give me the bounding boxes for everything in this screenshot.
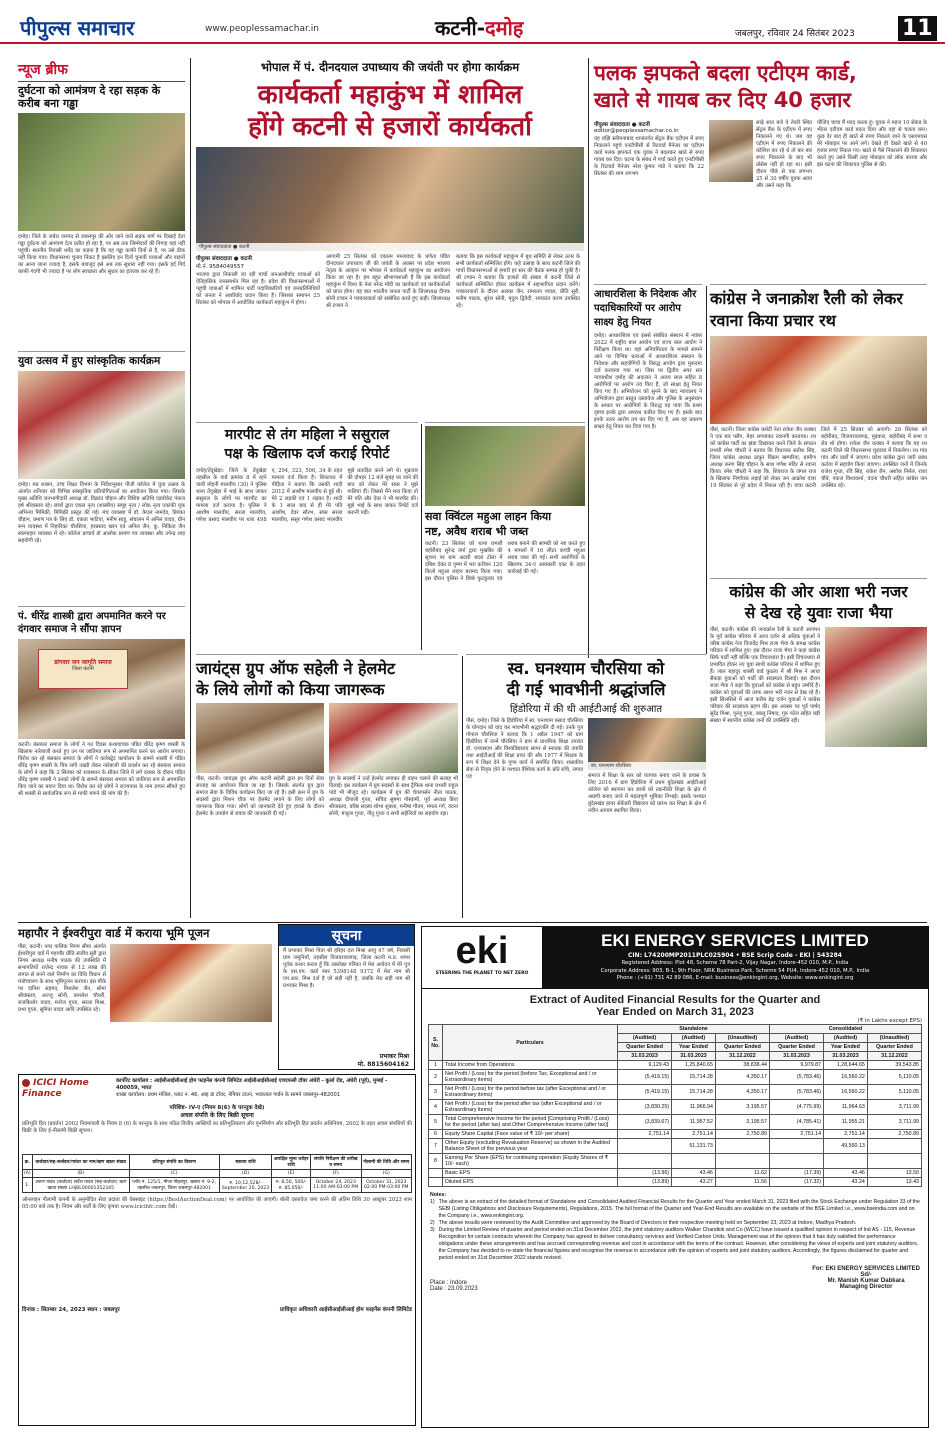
auction-cell: रु. 8,50, 500/- रु. 85,050/- — [272, 1178, 311, 1193]
eki-row-value: 3,711.99 — [867, 1115, 921, 1130]
eki-results-table — [428, 1024, 922, 1187]
assault-text: दमोह/तेंदूखेड़ा। जिले के तेंदूखेड़ा तहसील के वार्ड क्रमांक 8 में रहने वाली मोहनी मालवीय (30) ने पुलिस थाना तेंदूखेड़ा में भाई के साथ जाकर ससुराल के लोगों पर मारपीट का मामला दर्ज कराया है। पुलिस ने आशीष मालवीय, सरला मालवीय, गणेश प्रसाद मालवीय पर धारा 498 ए, 294, 323, 506, 34 के तहत मामला दर्ज किया है। शिकायत में पीड़िता ने बताया कि उसकी शादी 2012 में आशीष मालवीय से हुई थी। मेरे 2 लड़की एवं 1 लड़का है। शादी के 1 साल बाद से ही मेरे पति आशीष, देवर सौरभ, सास सरला मालवीय, ससुर गणेश प्रसाद मालवीय मुझे प्रताड़ित करने लगे थे। शुक्रवार की दोपहर 12 बजे सुबह घर जाने की बात को लेकर मेरे सास ने मुझे गालियां दीं। जिससे मैंने मना किया तो मेरे पति और देवर ने भी मारपीट की। मुझे भाई के साथ जाकर रिपोर्ट दर्ज करानी पड़ी। — [196, 468, 420, 523]
eki-row-value: (4,785.41) — [769, 1115, 823, 1130]
section-katni: कटनी- — [435, 16, 486, 40]
auction-cell: October 24, 2023 11:00 AM-03:00 PM — [310, 1178, 361, 1193]
helmet-headline-2: के लिये लोगों को किया जागरूक — [196, 680, 385, 699]
section-title — [435, 14, 523, 41]
icici-office: कार्पोरेट कार्यालय : आईसीआईसीआई होम फाइनेंस कंपनी लिमिटेड आईसीआईसीआई एचएफसी टॉवर अंधेरी - कुर्ला रोड, अंधेरी (पूर्व), मुम्बई - 400059, भारत — [116, 1078, 388, 1091]
eki-row-value: 15,714.28 — [672, 1085, 716, 1100]
eki-row-value: (17.32) — [769, 1178, 823, 1187]
auction-cell: October 31, 2023 02:00 PM-03:00 PM — [361, 1178, 411, 1193]
eki-results-body — [429, 1061, 922, 1187]
eki-row-value — [672, 1154, 716, 1169]
eki-status: (Audited) — [824, 1034, 868, 1043]
table-row — [23, 1178, 412, 1193]
auction-col-header: आरक्षित मूल्य धरोहर राशि — [272, 1155, 311, 1170]
eki-row-value: 5,110.05 — [867, 1085, 921, 1100]
tribute-subhead: हिंडोरिया में की थी आईटीआई की शुरुआत — [509, 704, 663, 715]
notice-name: प्रभाकर मिश्रा — [379, 1053, 409, 1060]
brief-1-text: दमोह। जिले के जबेरा जनपद से जबलपुर की ओर जाने वाले सड़क मार्ग पर दिखाई देता गड्ढा दुर्घटना को आमंत्रण देता प्रतीत हो रहा है, पर अब तक जिम्मेदारों की निगाह यहां नहीं पहुंची। स्थानीय निवासी धर्मेंद्र का कहना है कि यह गड्ढा काफी दिनों से है, पर उसे ठीक नहीं किया गया। विधानसभा चुनाव निकट है इसलिए इन दिनों चुनावी यात्राओं और वाहनों का आना जाना ज्यादा है, इसके बावजूद इसे अब तक सुधारा नहीं गया। इसके इर्द गिर्द काफी गंदगी भी ज्यादा है पर लोग स्वच्छता और सुधार का इंतजार कर रहे हैं। — [18, 234, 187, 275]
tribute-story — [466, 654, 706, 918]
eki-extract-title-2: Year Ended on March 31, 2023 — [596, 1006, 754, 1018]
auction-cell: अरुण यादव (कर्जदार) सर्वेश यादव (सह-कर्जदार) ऋण खाता संख्या LHJBL00001352345 — [32, 1178, 129, 1193]
eki-corporate: Corporate Address: 903, B-1, 9th Floor, NRK Business Park, Scheme 54 PU4, Indore-452 010, M.P., India — [600, 967, 870, 974]
table-row — [429, 1139, 922, 1154]
eki-sno-header: S. No. — [429, 1025, 443, 1061]
eki-row-value: 11,957.52 — [672, 1115, 716, 1130]
eki-row-value: 9,979.87 — [769, 1061, 823, 1070]
eki-row-label: Basic EPS — [443, 1169, 618, 1178]
helmet-story — [196, 654, 458, 918]
atm-headline-2: खाते से गायब कर दिए 40 हजार — [594, 88, 851, 112]
eki-row-label: Total Income from Operations — [443, 1061, 618, 1070]
eki-row-number: 6 — [429, 1130, 443, 1139]
eki-row-value — [769, 1154, 823, 1169]
notice-box — [278, 924, 415, 1070]
eki-row-value — [867, 1154, 921, 1169]
youth-story — [710, 578, 927, 916]
auction-col-letter: (F) — [310, 1170, 361, 1178]
congress-rally-story — [710, 284, 927, 574]
table-row — [429, 1085, 922, 1100]
eki-row-value: 16,560.22 — [824, 1070, 868, 1085]
tribute-text-1: पीसं, दमोह। जिले के हिंडोरिया में स्व. घनश्याम प्रसाद चौरसिया के योगदान को याद कर भावभीनी श्रद्धांजलि दी गई। उनके पुत्र गोपाल चौरसिया ने बताया कि 1 अप्रैल 1947 को ग्राम हिंडोरिया में जन्में चौरसिया ने ग्राम से प्राथमिक शिक्षा उपरांत डॉ. एनएसएम और विश्वविद्यालय सागर से स्नातक की उपाधि तथा आईटीआई की शिक्षा प्राप्त की और 1977 में शिक्षक के रूप में शिक्षा देने के पुण्य कार्य में समर्पित किया। शासकीय सेवा से निवृत्त होने के पश्चात वैश्विक कार्य के प्रति रुचि, लगाव एवं — [466, 718, 585, 780]
masthead — [0, 0, 945, 44]
eki-row-value: 9,129.43 — [618, 1061, 672, 1070]
youth-text: पीसं, कटनी। कांग्रेस की जनाक्रोश रैली के कटनी आगमन के पूर्व कांग्रेस परिवार में आज दर्जन से अधिक युवाओं ने वरिष्ठ कांग्रेस नेता विजयेंद्र मिश्र राजा भैया के समक्ष कांग्रेस परिवार में शामिल हुए। इस दौरान राजा भैया ने कहा कांग्रेस सिर्फ पार्टी नहीं बल्कि एक विचारधारा है। इसी विचारधारा से प्रभावित होकर नए युवा साथी कांग्रेस परिवार में शामिल हुए हैं। लाल बहादुर शास्त्री वार्ड कुठला में श्री मिश्र ने आधा सैकड़ा युवाओं को पार्टी की सदस्यता दिलाई। इस दौरान राजा भैया ने कहा कि युवाओं को कांग्रेस से बहुत उम्मीदें हैं। कांग्रेस को युवाओं की तरफ आशा भरी नजर से देख रहे हैं। इसी सिलसिले में आज करीब डेढ़ दर्जन युवाओं ने कांग्रेस परिवार की सदस्यता ग्रहण की। इस अवसर पर पूर्व पार्षद सुरेंद्र मिश्रा, गुल्लू गुप्ता, बबलू निषाद, गुरु पटेल सहित बड़ी संख्या में स्थानीय कांग्रेस जनों की उपस्थिति रही। — [710, 627, 822, 724]
news-brief-label: न्यूज ब्रीफ — [18, 60, 185, 82]
helmet-text-1: पीसं, कटनी। जायंट्स ग्रुप ऑफ कटनी सहेली द्वारा इन दिनों सेवा सप्ताह का आयोजन किया जा रहा है। जिसके अंतर्गत ग्रुप द्वारा समाज सेवा के विविध कार्यक्रम किए जा रहे हैं। इसी क्रम में ग्रुप के सदस्यों द्वारा मिशन चौक पर हेलमेट लगाने के लिए लोगों को जागरूक किया गया। लोगों को जानकारी देते हुए हादसे के दौरान हेलमेट के उपयोग से बचाव की जानकारी दी गई। — [196, 776, 326, 817]
eki-row-value — [824, 1154, 868, 1169]
eki-row-value: 2,751.14 — [618, 1130, 672, 1139]
eki-row-value: 51,131.73 — [672, 1139, 716, 1154]
eki-row-value: (4,775.99) — [769, 1100, 823, 1115]
eki-row-value: 43.24 — [824, 1178, 868, 1187]
eki-row-number: 7 — [429, 1139, 443, 1154]
section-damoh: दमोह — [485, 16, 524, 40]
atm-col-3: पीजिए चाचा मैं मदद करता हूं। युवक ने महज 10 सेकंड के भीतर एटीएम कार्ड बदल दिया और वहां से चलता बना। कुछ देर बाद ही खाते से रुपए निकाले जाने के एसएमएस मेरे मोबाइल पर आने लगे। देखते ही देखते खाते से 40 हजार रुपए निकल गए। खाते से पैसे निकालने की शिकायत करते हुए उसने किसी तरह मोबाइल को लॉक कराया और इस घटना की शिकायत पुलिस से की। — [817, 120, 929, 168]
eki-row-value: 13.50 — [867, 1169, 921, 1178]
eki-md-title: Managing Director — [839, 1284, 893, 1290]
auction-col-header: कर्जदार/सह-कर्जदार/गारंटर का नाम/ऋण खाता संख्या — [32, 1155, 129, 1170]
eki-row-value: 3,711.99 — [867, 1100, 921, 1115]
auction-col-letter: (C) — [129, 1170, 219, 1178]
eki-row-value: (5,419.15) — [618, 1085, 672, 1100]
youth-headline-2: से देख रहे युवाः राजा भैया — [744, 604, 893, 622]
assault-story — [196, 422, 418, 650]
eki-row-value: 2,750.89 — [715, 1130, 769, 1139]
eki-row-value: (5,783.46) — [769, 1085, 823, 1100]
eki-note-1: The above is an extract of the detailed format of Standalone and Consolidated Audited Financial Results for the Quarter and Year ended March 31, 2023 filed with the Stock Exchange under Regulation 33 of the SEBI (Listing Obligations and Disclosure Requirements), Regulations, 2015. The full format of the Quarter and Year-End Results are available on the website of the BSE Limited i.e., www.bseindia.com and on the Company i.e., www.enkingint.org. — [438, 1199, 920, 1219]
table-row — [429, 1061, 922, 1070]
lead-reporter: पीपुल्स संवाददाता ● कटनी — [196, 256, 252, 262]
eki-tagline: STEERING THE PLANET TO NET ZERO — [435, 971, 529, 976]
atm-col-1: यह रांझि स्लीमनाबाद थानांतर्गत सेंट्रल बैंक एटीएम में रुपए निकालने पहुंचे एनटीपीसी से रिटायर्ड मैनेजर का एटीएम कार्ड पलक झपकते एक युवक ने बदलकर खाते से रुपए गायब कर दिए। घटना के संबंध में पर्चा करते हुए एनटीपीसी के रिटायर्ड मैनेजर नरेश कुमार पांडे ने बताया कि 22 सितंबर की शाम लगभग — [594, 136, 706, 177]
icici-body: प्रतिभूति हित (प्रवर्तन) 2002 नियमावली के नियम 8 (6) के परन्तुक के साथ पठित वित्तीय आस्तियों का प्रतिभूतिकरण और पुनर्निर्माण और प्रतिभूति हित प्रवर्तन अधिनियम, 2002 के तहत अचल संपत्तियों की बिक्री के लिए ई-नीलामी बिक्री सूचना। — [22, 1121, 414, 1134]
eki-row-label: Net Profit / (Loss) for the period after tax (after Exceptional and / or Extraordinary items) — [443, 1100, 618, 1115]
liquor-headline-1: सवा क्विंटल महुआ लाहन किया — [425, 510, 552, 523]
icici-swirl-icon — [22, 1079, 30, 1087]
eki-row-value: (17.39) — [769, 1169, 823, 1178]
eki-period: Quarter Ended — [618, 1043, 672, 1052]
tribute-photo-caption: स्व. घनश्याम चौरसिया — [588, 762, 706, 770]
website[interactable]: www.peoplessamachar.in — [205, 24, 319, 34]
bhoomi-headline: महापौर ने ईश्वरीपुरा वार्ड में कराया भूमि पूजन — [18, 926, 210, 940]
eki-row-value: (13.96) — [618, 1169, 672, 1178]
rally-photo — [710, 336, 927, 424]
poster-banner — [38, 649, 128, 689]
lead-phone: मो.नं. 9584049557 — [196, 264, 245, 270]
bhoomi-text: पीसं, कटनी। नगर पालिक निगम सीमा अंतर्गत ईश्वरीपुरा वार्ड में महापौर प्रीति संजीव सूरी द्वारा निगम अध्यक्ष मनीष पाठक की उपस्थिति में सभापतियों राजेन्द्र नायक से 12 लाख की लागत से बनने वाले निर्माण का विधि विधान से मंत्रोच्चारण के साथ भूमिपूजन कराया। इस मौके पर दानिश अहमद, मिथलेश जैन, सोमा श्रीवास्तव, अज्जू सोनी, कमलेश चौधरी, राजकिशोर यादव, मनोज गुप्ता, सरला मिश्रा, प्रभा गुप्ता, सुमित्रा यादव आदि उपस्थित रहे। — [18, 944, 108, 1013]
atm-headline-1: पलक झपकते बदला एटीएम कार्ड, — [594, 61, 857, 85]
eki-row-value: 2,751.14 — [824, 1130, 868, 1139]
eki-period: Quarter Ended — [867, 1043, 921, 1052]
auction-col-header: बकाया राशि — [219, 1155, 272, 1170]
eki-row-value: 11.62 — [715, 1169, 769, 1178]
column-divider — [588, 58, 589, 658]
auction-cell: रु. 10,12,528/- September 20, 2023 — [219, 1178, 272, 1193]
victim-photo — [709, 120, 753, 182]
eki-for-company: For: EKI ENERGY SERVICES LIMITED — [812, 1266, 920, 1272]
pothole-photo — [18, 113, 185, 231]
eki-row-value: 38,838.44 — [715, 1061, 769, 1070]
eki-row-value: 2,751.14 — [672, 1130, 716, 1139]
auction-cell: 1. — [23, 1178, 33, 1193]
eki-row-number: 3 — [429, 1085, 443, 1100]
lead-story — [196, 60, 584, 418]
tribute-text-2: समाज में शिक्षा के स्तर को व्यापक बनाए जाने के प्रयास के लिए 2016 में ग्राम हिंडोरिया में प्रथम बुंदेलखंड आईटीआई कॉलेज को स्थापना कर छात्रों को तकनीकी शिक्षा के क्षेत्र में अग्रणी बनाए जाने में महत्वपूर्ण भूमिका निभाई। इसके पश्चात बुंदेलखंड हायर सेकेंडरी विद्यालय को प्रारंभ कर शिक्षा के क्षेत्र में नवीन आयाम स्थापित किया। — [588, 773, 708, 814]
eki-row-number: 8 — [429, 1154, 443, 1169]
eki-date: 31.12.2022 — [715, 1052, 769, 1061]
eki-standalone-header: Standalone — [618, 1025, 770, 1034]
eki-note-2: The above results were reviewed by the Audit Committee and approved by the Board of Directors in their respective meeting held on September 23, 2023 at Indore, Madhya Pradesh. — [438, 1220, 857, 1226]
eki-header — [422, 927, 928, 989]
eki-period: Year Ended — [824, 1043, 868, 1052]
eki-financial-results — [421, 926, 929, 1428]
eki-status: (Audited) — [672, 1034, 716, 1043]
eki-row-value — [715, 1139, 769, 1154]
eki-row-number: 2 — [429, 1070, 443, 1085]
aadhar-text: दमोह। आधारशिला एवं इससे संबंधित संस्थान में नवंबर 2022 में राष्ट्रीय बाल आयोग एवं राज्य बाल आयोग ने निरीक्षण किया था। वहां अनियमितता के मामले सामने आने पर विभिन्न धाराओं में आधारशिला संस्थान के निदेशक और सहयोगियों के विरुद्ध आयोग द्वारा मुकदमा दर्ज करवाया गया था। जिस पर द्वितीय अपर सत्र न्यायाधीश दमोह की अदालत ने अजय लाल सहित 8 आरोपियों पर आरोप तय किए हैं, जो साक्ष्य हेतु नियत किए गए हैं। अभियोजन को सुनने के बाद न्यायालय ने अभियोजन द्वारा प्रस्तुत दस्तावेज और पुलिस के अनुसंधान के आधार पर आरोपियों के विरुद्ध यह पाया कि प्रथम दृष्टया इनके द्वारा अपराध कारित किए गए हैं। इसके बाद इनके ऊपर आरोप तय कर दिए गए हैं, अब यह प्रकरण साक्ष्य हेतु नियत कर दिया गया है। — [594, 333, 704, 430]
table-row — [429, 1115, 922, 1130]
eki-extract-title-1: Extract of Audited Financial Results for the Quarter and — [529, 994, 821, 1006]
auction-col-header: नीलामी की तिथि और समय — [361, 1155, 411, 1170]
eki-row-label: Other Equity (excluding Revaluation Reserve) as shown in the Audited Balance Sheet of the previous year — [443, 1139, 618, 1154]
brief-2-text: दमोह। मप्र शासन, उच्च शिक्षा विभाग के निर्देशानुसार पीजी कॉलेज में युवा उत्सव के अंतर्गत शनिवार को विभिन्न सांस्कृतिक प्रतियोगिताओं का आयोजन किया गया। जिसके मुख्य अतिथि जनभागीदारी अध्यक्ष डॉ. विक्रांत चौहान और विशिष्ट अतिथि एडवोकेट पंकज हर्ष श्रीवास्तव रहे। छात्रों द्वारा एकल नृत्य (शास्त्रीय) समूह नृत्य / लोक नृत्य एकांकी मूक अभिनय मिमिक्री, मिमिक्री प्रस्तुत की गई। मंच व्यवस्था में डॉ. केएल नामदेव, प्रियंका चौहान, प्रमाण पत्र के लिए डॉ. एकता भाटिया, मनीष साहू, संचालन में अनिल यादव, ग्रीन रूम व्यवस्था में निहारिका चौरसिया, हरप्रसाद खान एवं अनिल जैन, कु. निकिता जैन स्वल्पाहार व्यवस्था में रहे। कॉलेज प्राचार्य डॉ आलोक प्रमाण पत्र व्यवस्था और उपेन्द्र शाह सहयोगी रहे। — [18, 482, 187, 544]
eki-row-value: 4,350.17 — [715, 1070, 769, 1085]
icici-auction-notice — [18, 1074, 416, 1426]
eki-cin: CIN: L74200MP2011PLC025904 • BSE Scrip Code - EKI | 543284 — [628, 952, 842, 959]
notice-mobile: मो. 8815604162 — [357, 1061, 409, 1068]
eki-date: 31.03.2023 — [824, 1052, 868, 1061]
eki-row-value — [618, 1139, 672, 1154]
aadharshila-story — [594, 284, 702, 654]
table-row — [429, 1169, 922, 1178]
eki-row-value: 4,350.17 — [715, 1085, 769, 1100]
column-divider — [190, 58, 191, 918]
press-conference-photo — [196, 147, 584, 251]
lead-photo-caption: पीपुल्स संवाददाता ● कटनी — [196, 243, 584, 251]
brief-2-title: युवा उत्सव में हुए सांस्कृतिक कार्यक्रम — [18, 351, 185, 368]
table-row — [429, 1070, 922, 1085]
eki-period: Year Ended — [672, 1043, 716, 1052]
auction-col-header: क्र. — [23, 1155, 33, 1170]
eki-row-label: Net Profit / (Loss) for the period before tax (after Exceptional and / or Extraordinary items) — [443, 1085, 618, 1100]
atm-col-2: साढ़े सात बजे वे तेवरी स्थित सेंट्रल बैंक के एटीएम में रुपए निकालने गए थे। जब वह एटीएम में रुपए निकालने की कोशिश कर रहे थे तो बार बार रुपए निकालने के बाद भी प्रोसेस नहीं हो रहा था। इसी दौरान पीछे से एक लगभग 25 से 30 वर्षीय युवक आया और उसने कहा कि — [756, 120, 814, 189]
horizontal-divider — [18, 922, 927, 923]
eki-row-value: 2,751.14 — [769, 1130, 823, 1139]
liquor-text: कटनी। 23 सितंबर को थाना प्रभारी बहोरीबंद सुरेन्द्र वर्मा द्वारा मुखबिर की सूचना पर ग्राम अटारी बदरा टोला में दबिश देकर 8 गुम्मा में भरा करीबन 120 किलो महुआ लाहन बरामद किया गया। इस दौरान पुलिस ने डिब्बे फुटकुवार एवं शराब बनाने की सामग्री को नष्ट करते हुए 4 मामलों में 16 लीटर कच्ची महुआ शराब जब्त की गई। सभी आरोपियों के खिलाफ 34-ए आबकारी एक्ट के तहत कार्रवाई की गई। — [425, 541, 587, 582]
eki-row-number — [429, 1169, 443, 1178]
brief-1-title: दुर्घटना को आमंत्रण दे रहा सड़क के करीब बना गड्ढा — [18, 84, 161, 110]
eki-logo: eki — [455, 930, 509, 972]
eki-row-label: Net Profit / (Loss) for the period (before Tax, Exceptional and / or Extraordinary items) — [443, 1070, 618, 1085]
poster-title: डांगवार जन जागृति समाज — [54, 659, 112, 666]
eki-row-label: Diluted EPS — [443, 1178, 618, 1187]
youth-festival-photo — [18, 371, 185, 479]
brief-3-text: कटनी। बंसकार समाज के लोगों ने गत दिवस कथावाचक पंडित धीरेंद्र कृष्ण शास्त्री के खिलाफ नारेबाजी करते हुए उन पर जातिगत रूप से अपमानित करने का आरोप लगाया। विरोध कर रहे बंसकार समाज के लोगों ने कलेक्ट्रेट कार्यालय के सामने शास्त्री में पंडित धीरेंद्र कृष्ण शास्त्री के चित्र लगी तख्ती लेकर नारेबाजी की प्रदर्शन कर रहे बंसकार समाज के लोगों ने कहा कि 2 सितंबर को राजस्थान के सीकर जिले में लगे दरबार के दौरान पंडित धीरेंद्र कृष्ण शास्त्री ने उनको लोगों के सामने बंसकार समाज को जातिगत रूप से अपमानित किए जाने का बयान दिया था। विरोध कर रहे लोगों ने राज्यपाल के नाम ज्ञापन सौंपते हुए श्री शास्त्री से सार्वजनिक रूप से माफी मांगने की मांग की है। — [18, 742, 187, 797]
eki-period: Quarter Ended — [769, 1043, 823, 1052]
eki-row-value: 11,955.21 — [824, 1115, 868, 1130]
edition-date: जबलपुर, रविवार 24 सितंबर 2023 — [735, 29, 855, 39]
eki-date: 31.03.2023 — [618, 1052, 672, 1061]
eki-date: 31.12.2022 — [867, 1052, 921, 1061]
auction-col-header: संपत्ति निरीक्षण की तारीख व समय — [310, 1155, 361, 1170]
icici-notice-subtitle: अचल संपत्ति के लिए बिक्री सूचना — [180, 1112, 254, 1119]
notice-title: सूचना — [279, 925, 414, 946]
icici-logo[interactable] — [22, 1078, 110, 1100]
eki-status: (Audited) — [618, 1034, 672, 1043]
eki-row-value: (13.89) — [618, 1178, 672, 1187]
tribute-photo — [588, 718, 706, 770]
eki-notes — [422, 1187, 928, 1262]
poster-subtitle: जिला कटनी — [72, 666, 94, 672]
note-number: 1) — [430, 1199, 435, 1205]
rally-headline: कांग्रेस ने जनाक्रोश रैली को लेकर रवाना किया प्रचार रथ — [710, 289, 903, 330]
eki-row-value — [618, 1154, 672, 1169]
eki-row-label: Earning Per Share (EPS) for continuing operation (Equity Shares of ₹ 10/- each) — [443, 1154, 618, 1169]
liquor-raid-photo — [425, 426, 585, 506]
lead-col-1: भाजपा द्वारा निकाली जा रही पांचों जनआशीर्वाद यात्राओं को ऐतिहासिक जनसमर्थन मिल रहा है। प्रदेश की विधानसभाओं में पहुंची यात्राओं में शामिल पार्टी पदाधिकारियों एवं जनप्रतिनिधियों को जनता ने आशीर्वाद प्रदान किया है। जिसका समापन 25 सितंबर को भोपाल में आयोजित कार्यकर्ता महाकुंभ में होगा। — [196, 272, 322, 306]
table-row — [429, 1100, 922, 1115]
eki-row-value: 3,195.57 — [715, 1100, 769, 1115]
eki-registered: Registered Address: Plot 48, Scheme 78 Part-2, Vijay Nagar, Indore-452 010, M.P., India — [621, 960, 849, 966]
eki-status: (Audited) — [769, 1034, 823, 1043]
brief-3-title: पं. धीरेंद्र शास्त्री द्वारा अपमानित करने पर दंगवार समाज ने सौंपा ज्ञापन — [18, 606, 185, 636]
news-brief-column — [18, 60, 185, 920]
helmet-group-photo-2 — [329, 703, 458, 773]
column-divider — [462, 656, 463, 918]
eki-row-value: 16,560.22 — [824, 1085, 868, 1100]
auction-col-letter: (G) — [361, 1170, 411, 1178]
eki-row-label: Total Comprehensive Income for the period [Comprising Profit / (Loss) for the period (after tax) and Other Comprehensive Income (after tax)] — [443, 1115, 618, 1130]
eki-row-value: 11,964.63 — [824, 1100, 868, 1115]
youth-headline-1: कांग्रेस की ओर आशा भरी नजर — [729, 583, 908, 601]
aadhar-headline: आधारशिला के निदेशक और पदाधिकारियों पर आरोप साक्ष्य हेतु नियत — [594, 289, 697, 328]
icici-notice-title: परिशिष्ट- IV-ए (नियम 8(6) के परन्तुक देखे) — [169, 1105, 265, 1111]
eki-sd: Sd/- — [860, 1272, 872, 1278]
bhoomi-pujan-story — [18, 926, 273, 1071]
bhoomi-pujan-photo — [110, 944, 272, 1022]
column-divider — [421, 424, 422, 650]
rally-text: पीसं, कटनी। जिला कांग्रेस कमेटी नेता राकेश जैन कक्का ने एक बार फ्लैग, मेहर लगवाकर रवानगी करवाया। रथ को कांग्रेस पार्टी का झंडा दिखाकर करने जिले के संगठन प्रभारी रमेश चौधरी ने बताया कि विधायक सतीश सिंह, जिला कांग्रेस अध्यक्ष ठाकुर विक्रम खम्परिया, ग्रामीण अध्यक्ष करण सिंह चौहान के साथ गणेश मंदिर से रवाना किया। रमेश चौधरी ने कहा कि, शिवराज के जंगल राज के खिलाफ निर्णायक लड़ाई को लेकर जन आक्रोश यात्रा 19 सितंबर से पूरे प्रदेश में निकल रही है। यात्रा कटनी जिले में 25 सितंबर को आएगी। 26 सितंबर को बहोरीबंद, विजयराघवगढ़, मुड़वारा, बहोरीबंद में सभा व रोड शो होगा। राकेश जैन कक्का ने बताया कि यह रथ कटनी जिले की विधानसभा मुड़वारा में निकलेगा। रथ गांव गांव और वार्डों में जाएगा। प्रदेश कांग्रेस द्वारा जारी प्रबंध कर्तव्य में सहयोग किया जाएगा। उपस्थित जनों में जिनके राजेश गुप्ता, रवि सिंह, राकेश जैन, अशोक निर्मल, राजा चौबे, पंकज विश्वकर्मा, वंदना चौधरी सहित कांग्रेस जन उपस्थित रहे। — [710, 427, 929, 489]
eki-particulars-header: Particulars — [443, 1025, 618, 1061]
icici-branch: शाखा कार्यालय: प्रथम मंजिल, प्लाट न. 46, आइ डा टॉवर, नेपियर टाउन, भवरताल गार्डन के सामने जबलपुर-482001 — [116, 1092, 341, 1098]
eki-row-label: Equity Share Capital (Face value of ₹ 10/- per share) — [443, 1130, 618, 1139]
eki-row-value — [715, 1154, 769, 1169]
page-number: 11 — [898, 16, 937, 41]
table-row — [429, 1154, 922, 1169]
eki-row-value: 43.46 — [672, 1169, 716, 1178]
auction-table — [22, 1154, 412, 1193]
brand-logo[interactable]: पीपुल्स समाचार — [20, 16, 135, 40]
youth-joining-photo — [825, 627, 927, 747]
eki-row-value: 49,560.13 — [824, 1139, 868, 1154]
eki-row-number: 4 — [429, 1100, 443, 1115]
lead-col-3: बताया कि इस कार्यकर्ता महाकुंभ में बूथ समिति से लेकर ऊपर के सभी कार्यकर्ता सम्मिलित होंगे। कहे उत्साह के साथ कटनी जिले की पांचों विधानसभाओं से हमारी हर स्तर की बैठक सम्पन्न हो चुकी है। श्री टण्डन ने बताया कि हजारों की संख्या में कटनी जिले से कार्यकर्ता सम्मिलित होकर कार्यक्रम में सहभागिता प्रदान करेंगे। पत्रकारवार्ता के दौरान अलका जैन, रामरतन पायल, प्रीति सूरी, मनीष पाठक, सुरेश सोनी, मृदुल द्विवेदी, रमाकांत करण उपस्थित रहे। — [456, 254, 582, 309]
auction-col-letter: (E) — [272, 1170, 311, 1178]
eki-row-value: 1,25,840.65 — [672, 1061, 716, 1070]
auction-col-header: प्रतिभूत संपत्ति का विवरण — [129, 1155, 219, 1170]
icici-signatory: प्राधिकृत अधिकारी आईसीआईसीआई होम फाइनेंस कंपनी लिमिटेड — [280, 1307, 412, 1313]
eki-date-footer: Date : 23.09.2023 — [430, 1286, 478, 1292]
tribute-headline-2: दी गई भावभीनी श्रद्धांजलि — [506, 680, 666, 699]
eki-row-number: 1 — [429, 1061, 443, 1070]
assault-headline-2: पक्ष के खिलाफ दर्ज कराई रिपोर्ट — [224, 446, 390, 462]
eki-row-value: 43.46 — [824, 1169, 868, 1178]
eki-period: Quarter Ended — [715, 1043, 769, 1052]
liquor-story — [425, 422, 585, 650]
auction-col-letter: (B) — [32, 1170, 129, 1178]
eki-row-value: 2,750.89 — [867, 1130, 921, 1139]
eki-row-value: 3,195.57 — [715, 1115, 769, 1130]
note-number: 2) — [430, 1220, 435, 1226]
auction-col-letter: (D) — [219, 1170, 272, 1178]
tribute-headline-1: स्व. घनश्याम चौरसिया को — [507, 659, 665, 678]
eki-row-value: (3,839.67) — [618, 1115, 672, 1130]
auction-cell: प्लॉट नं. 125/1, मौजा गोहलपुर, खसरा नं. 9-2, तहसील जबलपुर, जिला जबलपुर-482001 — [129, 1178, 219, 1193]
eki-row-value: 1,28,644.65 — [824, 1061, 868, 1070]
note-number: 3) — [430, 1227, 435, 1233]
atm-reporter: पीपुल्स संवाददाता ● कटनी — [594, 122, 650, 128]
eki-notes-title: Notes: — [430, 1192, 447, 1198]
table-row — [429, 1178, 922, 1187]
eki-row-number: 5 — [429, 1115, 443, 1130]
eki-row-value: (3,830.25) — [618, 1100, 672, 1115]
lead-headline-2: होंगे कटनी से हजारों कार्यकर्ता — [248, 112, 532, 142]
assault-headline-1: मारपीट से तंग महिला ने ससुराल — [224, 427, 390, 443]
lead-kicker: भोपाल में पं. दीनदयाल उपाध्याय की जयंती पर होगा कार्यक्रम — [260, 60, 520, 74]
atm-story — [594, 60, 927, 282]
eki-row-value: 15,714.28 — [672, 1070, 716, 1085]
eki-status: (Unaudited) — [867, 1034, 921, 1043]
auction-col-letter: (A) — [24, 1171, 31, 1176]
eki-row-value: 39,543.85 — [867, 1061, 921, 1070]
eki-date: 31.03.2023 — [672, 1052, 716, 1061]
eki-place: Place : Indore — [430, 1280, 468, 1286]
eki-row-number — [429, 1178, 443, 1187]
eki-extract-title — [422, 989, 928, 1018]
liquor-headline-2: नष्ट, अवैध शराब भी जब्त — [425, 525, 529, 538]
eki-row-value: 43.27 — [672, 1178, 716, 1187]
icici-date-place: दिनांक : सितम्बर 24, 2023 स्थान : जबलपुर — [22, 1307, 120, 1313]
table-row — [429, 1130, 922, 1139]
memorandum-photo — [18, 639, 185, 739]
notice-text: मैं प्रभाकर मिश्रा पिता श्री हरिहर दत्त मिश्रा आयु 47 वर्ष, निवासी ग्राम जमुनियाँ, तहसील विजयराघवगढ़, जिला कटनी म.प्र. शपथ पूर्वक कथन करता हूँ कि उक्तोक्त पत्रिका में मेरा आवेदन में मेरे पुत्र के एस.एम. कार्ड नंबर 5398148 9372 में मेरा नाम श्री एम.आर. मिश्र दर्ज है जो सही नहीं है, जबकि मेरा सही नाम श्री प्रभाकर मिश्रा है। — [283, 948, 412, 989]
eki-consolidated-header: Consolidated — [769, 1025, 921, 1034]
helmet-group-photo-1 — [196, 703, 324, 773]
eki-md-name: Mr. Manish Kumar Dabkara — [827, 1278, 905, 1284]
lead-col-2: आगामी 25 सितंबर को एकात्म मानववाद के प्रणेता पंडित दीनदयाल उपाध्याय जी की जयंती के अवसर पर प्रदेश भाजपा नेतृत्व के आव्हान पर भोपाल में कार्यकर्ता महाकुंभ का आयोजन किया जा रहा है। हम बहुत सौभाग्यशाली हैं कि इस कार्यकर्ता महाकुंभ में विश्व के नेता नरेन्द्र मोदी का कार्यकर्ता एवं कार्यकर्ताओं को प्राप्त होगा। यह बात भारतीय जनता पार्टी के जिलाध्यक्ष दीपक सोनी टण्डन ने पत्रकारवार्ता को संबोधित करते हुए कही। जिलाध्यक्ष श्री टण्डन ने — [326, 254, 452, 309]
eki-row-value: 11,966.94 — [672, 1100, 716, 1115]
eki-row-value: 5,110.05 — [867, 1070, 921, 1085]
eki-date: 31.03.2023 — [769, 1052, 823, 1061]
helmet-text-2: ग्रुप के सदस्यों ने उन्हें हेलमेट लगाकर ही वाहन चलाने की सलाह भी दिलाई। इस कार्यक्रम में ग्रुप सदस्यों के साथ ट्रैफिक थाना प्रभारी राहुल पांडे भी मौजूद रहे। कार्यक्रम में ग्रुप की चेयरपर्सन नीता पाठक, अध्यक्ष दीपाली गुप्ता, सचिव सुषमा गोस्वामी, पूर्व अध्यक्ष प्रिया श्रीवास्तव, वरिष्ठ सदस्य शोभा शुक्ला, मनीषा गौतम, ममता गर्ग, वंदना सोनी, मंजूला गुप्ता, नीतू गुप्ता व सभी सहेलियों का सहयोग रहा। — [329, 776, 460, 817]
eki-row-value: 13.43 — [867, 1178, 921, 1187]
eki-unit: (₹ in Lakhs except EPS) — [857, 1018, 922, 1024]
atm-email[interactable]: editor@peoplessamachar.co.in — [594, 128, 679, 134]
icici-footer: ऑनलाइन नीलामी कंपनी के अनुमोदित सेवा प्रदाता की वेबसाइट (https://BestAuctionDeal.com) पर आयोजित की जाएगी। बोली दस्तावेज जमा करने की अंतिम तिथि 30 अक्टूबर 2023 शाम 05:00 बजे तक है। नियम और शर्तों के लिए कृपया www.icicihfc.com देखें। — [22, 1197, 414, 1210]
eki-company-name: EKI ENERGY SERVICES LIMITED — [601, 931, 869, 950]
eki-contact: Phone : (+91) 731 42 89 086, E-mail: business@enkingint.org, Website: www.enkingint.org — [616, 975, 854, 981]
eki-row-value — [769, 1139, 823, 1154]
eki-logo-block[interactable] — [422, 927, 542, 988]
eki-row-value: 11.56 — [715, 1178, 769, 1187]
lead-headline-1: कार्यकर्ता महाकुंभ में शामिल — [257, 80, 523, 110]
helmet-headline-1: जायंट्स ग्रुप ऑफ सहेली ने हेलमेट — [196, 659, 396, 678]
eki-row-value — [867, 1139, 921, 1154]
eki-row-value: (5,783.46) — [769, 1070, 823, 1085]
eki-row-value: (5,419.15) — [618, 1070, 672, 1085]
eki-note-3: During the Limited Review of quarter and period ended on 31st December 2022, the joint statutory auditors Walker Chandiok and Co (WCC) have issued a qualified opinion in respect of Ind AS - 115, Revenue Recognition for certain contracts wherein the Company has agreed to deliver consultancy services and Verified Carbon Units. Management was of the opinion that it has duly satisfied the performance obligations under these arrangements and has accrued corresponding revenue and cost in accordance with the terms of the contract. However, after considering the views of experts and joint statutory auditors, the Company has decided to re-state the financial figures and recognise the revenue in accordance with the opinion of experts and joint statutory auditors. Accordingly, the figures disclaimed for quarter and period ended on 31st December 2022 stands revised. — [438, 1227, 919, 1261]
column-divider — [706, 286, 707, 654]
icici-brand: ICICI Home Finance — [22, 1078, 89, 1099]
eki-status: (Unaudited) — [715, 1034, 769, 1043]
